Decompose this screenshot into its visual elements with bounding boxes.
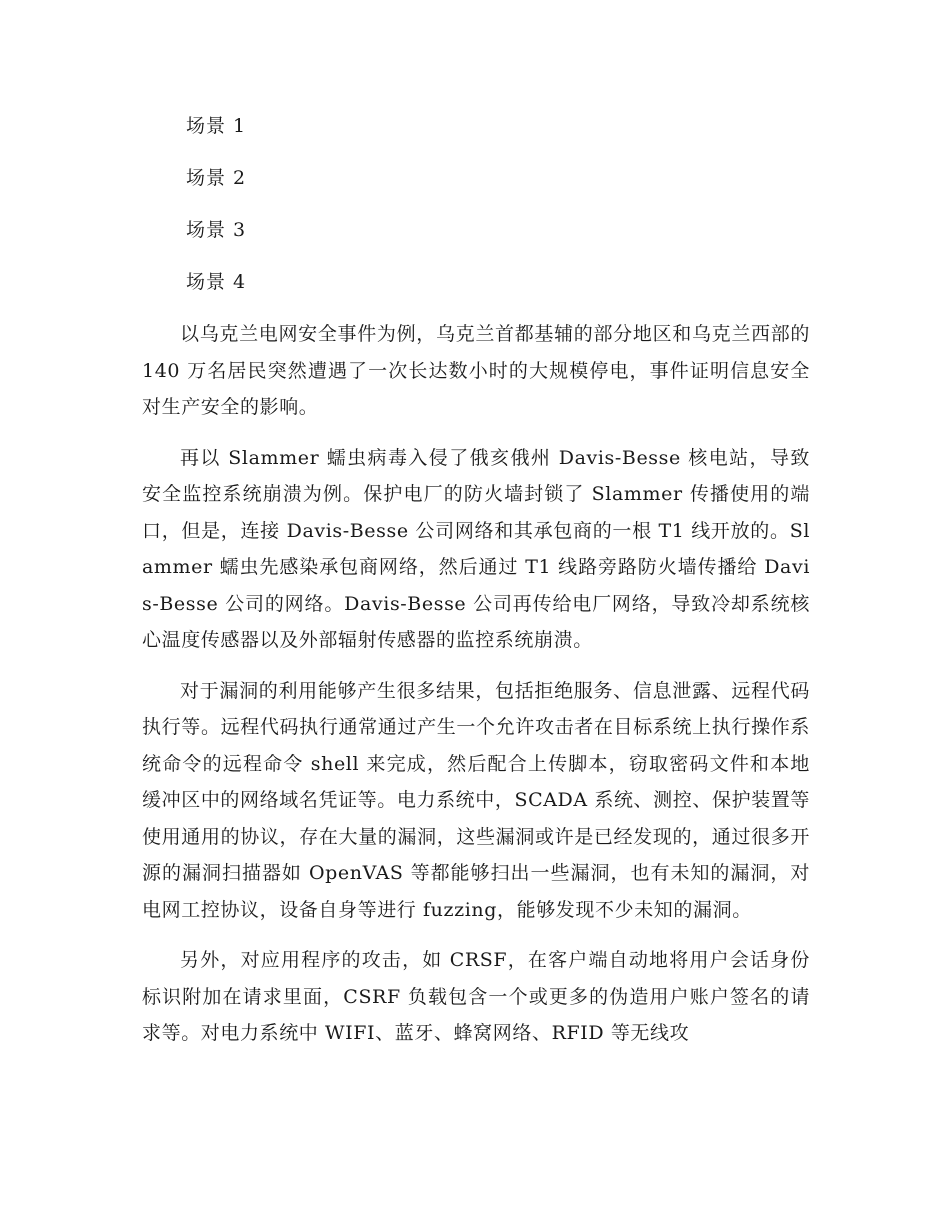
paragraph-group xyxy=(142,316,810,1052)
paragraph-application-attacks: 另外，对应用程序的攻击，如 CRSF，在客户端自动地将用户会话身份标识附加在请求里面，CSRF 负载包含一个或更多的伪造用户账户签名的请求等。对电力系统中 WIFI、蓝牙、蜂窝网络、RFID 等无线攻 xyxy=(142,949,810,1044)
paragraph-ukraine-grid: 以乌克兰电网安全事件为例，乌克兰首都基辅的部分地区和乌克兰西部的 140 万名居民突然遭遇了一次长达数小时的大规模停电，事件证明信息安全对生产安全的影响。 xyxy=(142,323,810,418)
scene-item-1: 场景 1 xyxy=(186,115,247,137)
scene-item-4: 场景 4 xyxy=(186,271,247,293)
scene-item-2: 场景 2 xyxy=(186,167,247,189)
scene-item-3: 场景 3 xyxy=(186,219,247,241)
document-body xyxy=(142,108,810,1052)
scene-list xyxy=(142,108,810,316)
paragraph-vulnerability-exploitation: 对于漏洞的利用能够产生很多结果，包括拒绝服务、信息泄露、远程代码执行等。远程代码执行通常通过产生一个允许攻击者在目标系统上执行操作系统命令的远程命令 shell 来完成，然后配合上传脚本，窃取密码文件和本地缓冲区中的网络域名凭证等。电力系统中，SCADA 系统、测控、保护装置等使用通用的协议，存在大量的漏洞，这些漏洞或许是已经发现的，通过很多开源的漏洞扫描器如 OpenVAS 等都能够扫出一些漏洞，也有未知的漏洞，对电网工控协议，设备自身等进行 fuzzing，能够发现不少未知的漏洞。 xyxy=(142,679,810,921)
paragraph-slammer-worm: 再以 Slammer 蠕虫病毒入侵了俄亥俄州 Davis-Besse 核电站，导致安全监控系统崩溃为例。保护电厂的防火墙封锁了 Slammer 传播使用的端口，但是，连接 Davis-Besse 公司网络和其承包商的一根 T1 线开放的。Slammer 蠕虫先感染承包商网络，然后通过 T1 线路旁路防火墙传播给 Davis-Besse 公司的网络。Davis-Besse 公司再传给电厂网络，导致冷却系统核心温度传感器以及外部辐射传感器的监控系统崩溃。 xyxy=(142,446,810,651)
